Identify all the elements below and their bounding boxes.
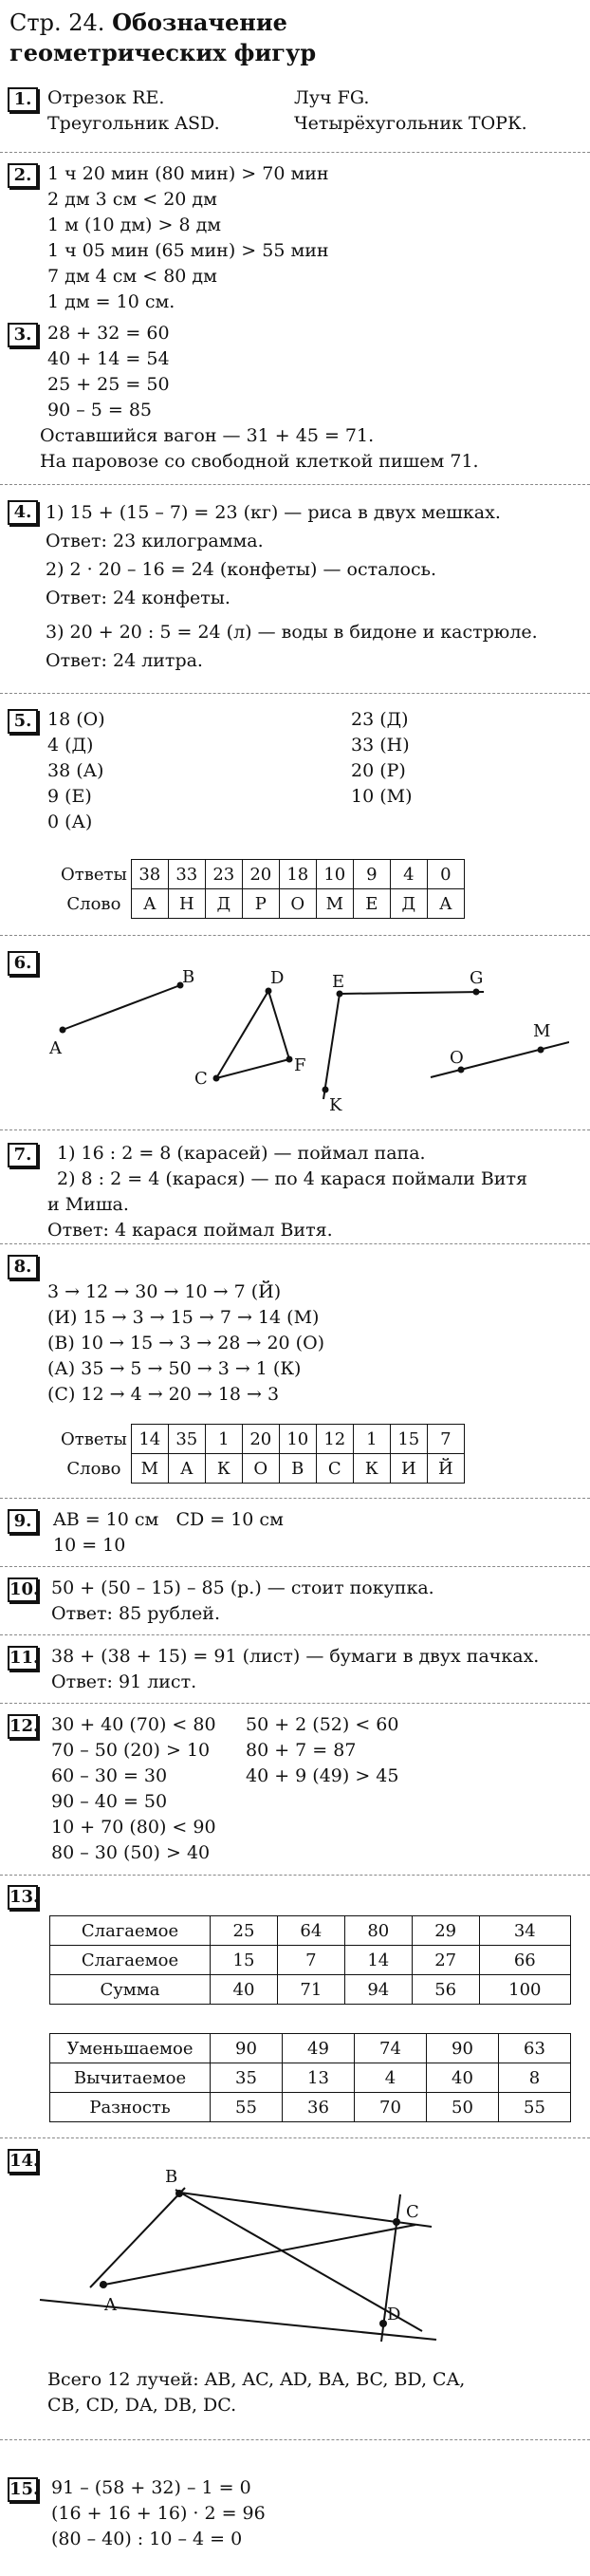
- table-cell: 50: [427, 2093, 499, 2122]
- point-m: [538, 1047, 544, 1054]
- answer-line: Треугольник ASD.: [47, 113, 220, 134]
- table-cell: 90: [211, 2034, 283, 2063]
- answer-line: Четырёхугольник TОРК.: [294, 113, 527, 134]
- answer-line: 80 – 30 (50) > 40: [51, 1842, 211, 1863]
- answer-line: 60 – 30 = 30: [51, 1765, 168, 1786]
- table-cell: К: [205, 1454, 242, 1484]
- table-cell: Д: [390, 889, 427, 919]
- table-cell: 10: [316, 860, 353, 889]
- point-f: [286, 1056, 293, 1063]
- table-cell: 49: [283, 2034, 355, 2063]
- answer-line: 0 (А): [47, 812, 93, 832]
- table-cell: 70: [355, 2093, 427, 2122]
- divider: [0, 1703, 590, 1704]
- table-cell: 36: [283, 2093, 355, 2122]
- table-cell: 23: [205, 860, 242, 889]
- row-label: Ответы: [61, 1428, 127, 1449]
- divider: [0, 484, 590, 485]
- table-cell: О: [279, 889, 316, 919]
- task-number: 2.: [8, 163, 38, 188]
- table-cell: А: [427, 889, 464, 919]
- table-cell: М: [131, 1454, 168, 1484]
- answer-line: и Миша.: [47, 1194, 129, 1215]
- label-e: E: [332, 972, 345, 992]
- table-cell: 20: [242, 860, 279, 889]
- point-c: [393, 2218, 400, 2226]
- label-g: G: [470, 968, 484, 988]
- divider: [0, 2137, 590, 2138]
- table-cell: 15: [211, 1946, 278, 1975]
- table-cell: 14: [131, 1425, 168, 1454]
- task-5: [8, 707, 577, 835]
- table-cell: А: [131, 889, 168, 919]
- answer-line: AB = 10 см CD = 10 см: [53, 1509, 284, 1530]
- table-cell: А: [168, 1454, 205, 1484]
- table-cell: И: [390, 1454, 427, 1484]
- task-number: 8.: [8, 1255, 38, 1279]
- task-7: [8, 1141, 577, 1243]
- title-line-1: Обозначение: [112, 9, 287, 36]
- answer-line: (И) 15 → 3 → 15 → 7 → 14 (М): [47, 1307, 320, 1328]
- table-cell: 40: [211, 1975, 278, 2005]
- table-cell: 9: [353, 860, 390, 889]
- answer-line: 70 – 50 (20) > 10: [51, 1740, 211, 1761]
- answer-line: Ответ: 85 рублей.: [51, 1603, 220, 1624]
- task-8: [8, 1253, 577, 1408]
- label-b: B: [182, 967, 195, 987]
- table-cell: 25: [211, 1916, 278, 1946]
- table-cell: 71: [277, 1975, 344, 2005]
- sum-table: [49, 1915, 571, 2005]
- answer-line: (В) 10 → 15 → 3 → 28 → 20 (О): [47, 1333, 325, 1353]
- answer-line: 20 (Р): [351, 760, 406, 781]
- table-cell: 33: [168, 860, 205, 889]
- row-label: Слагаемое: [50, 1946, 211, 1975]
- task-1: [8, 85, 577, 137]
- table-cell: 56: [412, 1975, 479, 2005]
- table-cell: 63: [499, 2034, 571, 2063]
- task-number: 5.: [8, 709, 38, 734]
- label-a: A: [104, 2295, 117, 2315]
- rays-diagram: [38, 2147, 446, 2356]
- answer-line: Ответ: 23 килограмма.: [46, 531, 264, 551]
- title-line-2: геометрических фигур: [9, 39, 317, 66]
- label-o: O: [450, 1048, 464, 1068]
- answer-line: CB, CD, DA, DB, DC.: [47, 2395, 237, 2416]
- label-k: K: [329, 1095, 342, 1115]
- answer-line: Оставшийся вагон — 31 + 45 = 71.: [40, 425, 375, 446]
- table-cell: 7: [427, 1425, 464, 1454]
- answer-line: 90 – 40 = 50: [51, 1791, 168, 1812]
- answer-line: 90 – 5 = 85: [47, 400, 153, 420]
- answer-line: 40 + 9 (49) > 45: [246, 1765, 399, 1786]
- word-table: [57, 859, 465, 919]
- task-number: 1.: [8, 87, 38, 112]
- answer-line: 1 ч 20 мин (80 мин) > 70 мин: [47, 163, 329, 184]
- task-number: 14.: [8, 2149, 38, 2174]
- answer-line: 3 → 12 → 30 → 10 → 7 (Й): [47, 1281, 282, 1302]
- table-cell: К: [353, 1454, 390, 1484]
- table-cell: 90: [427, 2034, 499, 2063]
- table-cell: 4: [390, 860, 427, 889]
- label-c: C: [194, 1069, 208, 1089]
- answer-line: 9 (Е): [47, 786, 92, 807]
- task-number: 6.: [8, 951, 38, 976]
- answer-line: 91 – (58 + 32) – 1 = 0: [51, 2477, 251, 2498]
- row-label: Ответы: [61, 864, 127, 885]
- label-a: A: [49, 1038, 62, 1058]
- answer-line: (А) 35 → 5 → 50 → 3 → 1 (К): [47, 1358, 302, 1379]
- table-cell: 64: [277, 1916, 344, 1946]
- task-number: 13.: [8, 1885, 38, 1910]
- segment-ab: [63, 985, 180, 1030]
- answer-line: 50 + 2 (52) < 60: [246, 1714, 399, 1735]
- point-d: [379, 2320, 387, 2327]
- row-label: Слово: [66, 893, 121, 914]
- answer-line: 10 = 10: [53, 1535, 126, 1556]
- table-cell: 40: [427, 2063, 499, 2093]
- point-d: [266, 988, 272, 995]
- answer-line: 10 + 70 (80) < 90: [51, 1817, 216, 1838]
- divider: [0, 1243, 590, 1244]
- answer-line: Всего 12 лучей: AB, AC, AD, BA, BC, BD, CA,: [47, 2369, 466, 2390]
- table-cell: 1: [353, 1425, 390, 1454]
- point-g: [473, 989, 480, 996]
- table-cell: 20: [242, 1425, 279, 1454]
- answer-line: 38 (А): [47, 760, 104, 781]
- point-b: [175, 2190, 183, 2197]
- table-cell: 38: [131, 860, 168, 889]
- task-number: 7.: [8, 1143, 38, 1167]
- table-cell: 8: [499, 2063, 571, 2093]
- answer-line: 3) 20 + 20 : 5 = 24 (л) — воды в бидоне и кастрюле.: [46, 622, 538, 643]
- answer-line: 1) 15 + (15 – 7) = 23 (кг) — риса в двух мешках.: [46, 502, 501, 523]
- task-3: [8, 321, 577, 475]
- answer-line: 2 дм 3 см < 20 дм: [47, 189, 217, 210]
- label-m: M: [533, 1021, 551, 1041]
- task-4: [8, 498, 577, 675]
- table-cell: 18: [279, 860, 316, 889]
- answer-line: Ответ: 24 конфеты.: [46, 588, 230, 608]
- task-10: [8, 1576, 577, 1627]
- task-number: 3.: [8, 323, 38, 347]
- answer-line: На паровозе со свободной клеткой пишем 71.: [40, 451, 479, 472]
- answer-line: 18 (О): [47, 709, 105, 730]
- line-ac: [100, 2225, 415, 2286]
- answer-line: 25 + 25 = 50: [47, 374, 170, 395]
- table-cell: О: [242, 1454, 279, 1484]
- table-cell: 74: [355, 2034, 427, 2063]
- answer-line: Отрезок RE.: [47, 87, 165, 108]
- table-cell: Р: [242, 889, 279, 919]
- table-cell: 55: [211, 2093, 283, 2122]
- answer-line: 7 дм 4 см < 80 дм: [47, 266, 217, 287]
- divider: [0, 1498, 590, 1499]
- task-number: 12.: [8, 1714, 38, 1739]
- table-cell: 27: [412, 1946, 479, 1975]
- point-c: [213, 1075, 220, 1082]
- table-cell: 94: [344, 1975, 412, 2005]
- point-a: [60, 1027, 66, 1034]
- page-ref: Стр. 24.: [9, 9, 105, 36]
- table-cell: 35: [168, 1425, 205, 1454]
- table-cell: 35: [211, 2063, 283, 2093]
- answer-line: 33 (Н): [351, 735, 410, 756]
- word-table: [57, 1424, 465, 1484]
- task-number: 4.: [8, 500, 38, 525]
- table-cell: 80: [344, 1916, 412, 1946]
- table-cell: 1: [205, 1425, 242, 1454]
- table-cell: 100: [479, 1975, 570, 2005]
- table-cell: 14: [344, 1946, 412, 1975]
- answer-line: 80 + 7 = 87: [246, 1740, 357, 1761]
- task-15: [8, 2475, 577, 2552]
- answer-line: 1 м (10 дм) > 8 дм: [47, 215, 222, 235]
- row-label: Уменьшаемое: [50, 2034, 211, 2063]
- label-d: D: [270, 968, 285, 988]
- answer-line: 23 (Д): [351, 709, 409, 730]
- difference-table: [49, 2033, 571, 2122]
- ray-eg: [340, 992, 484, 994]
- table-cell: 10: [279, 1425, 316, 1454]
- table-cell: 34: [479, 1916, 570, 1946]
- divider: [0, 1634, 590, 1635]
- table-cell: Й: [427, 1454, 464, 1484]
- answer-line: Ответ: 24 литра.: [46, 650, 203, 671]
- answer-line: Ответ: 91 лист.: [51, 1671, 197, 1692]
- row-label: Слово: [66, 1458, 121, 1479]
- answer-line: 40 + 14 = 54: [47, 348, 170, 369]
- answer-line: 30 + 40 (70) < 80: [51, 1714, 216, 1735]
- answer-line: Ответ: 4 карася поймал Витя.: [47, 1220, 333, 1241]
- point-k: [323, 1087, 329, 1093]
- answer-line: 1 дм = 10 см.: [47, 291, 175, 312]
- divider: [0, 693, 590, 694]
- task-number: 9.: [8, 1509, 38, 1534]
- page-title: [9, 8, 316, 68]
- answer-line: (С) 12 → 4 → 20 → 18 → 3: [47, 1384, 280, 1405]
- answer-line: 50 + (50 – 15) – 85 (р.) — стоит покупка.: [51, 1577, 434, 1598]
- answer-line: 2) 8 : 2 = 4 (карася) — по 4 карася поймали Витя: [57, 1168, 527, 1189]
- divider: [0, 1566, 590, 1567]
- row-label: Разность: [50, 2093, 211, 2122]
- divider: [0, 1875, 590, 1876]
- table-cell: Д: [205, 889, 242, 919]
- row-label: Слагаемое: [50, 1916, 211, 1946]
- table-cell: Н: [168, 889, 205, 919]
- table-cell: 29: [412, 1916, 479, 1946]
- answer-line: 1) 16 : 2 = 8 (карасей) — поймал папа.: [57, 1143, 426, 1164]
- table-cell: В: [279, 1454, 316, 1484]
- answer-line: 4 (Д): [47, 735, 94, 756]
- table-cell: Е: [353, 889, 390, 919]
- divider: [0, 1129, 590, 1130]
- table-cell: 12: [316, 1425, 353, 1454]
- label-f: F: [294, 1055, 306, 1075]
- answer-line: (80 – 40) : 10 – 4 = 0: [51, 2529, 243, 2549]
- answer-line: Луч FG.: [294, 87, 370, 108]
- label-b: B: [165, 2167, 178, 2187]
- answer-line: (16 + 16 + 16) · 2 = 96: [51, 2503, 266, 2524]
- answer-line: 38 + (38 + 15) = 91 (лист) — бумаги в двух пачках.: [51, 1646, 540, 1667]
- answer-line: 2) 2 · 20 – 16 = 24 (конфеты) — осталось.: [46, 559, 436, 580]
- answer-line: 28 + 32 = 60: [47, 323, 170, 344]
- table-cell: 4: [355, 2063, 427, 2093]
- divider: [0, 2439, 590, 2440]
- answer-line: 10 (М): [351, 786, 413, 807]
- label-d: D: [387, 2305, 401, 2324]
- figures-diagram: [38, 949, 569, 1125]
- task-9: [8, 1507, 577, 1559]
- table-cell: С: [316, 1454, 353, 1484]
- ray-ek-1: [323, 994, 340, 1099]
- divider: [0, 935, 590, 936]
- row-label: Вычитаемое: [50, 2063, 211, 2093]
- label-c: C: [406, 2202, 419, 2222]
- task-number: 11.: [8, 1646, 38, 1671]
- point-a: [100, 2281, 107, 2288]
- triangle-cdf: [216, 991, 289, 1078]
- table-cell: 13: [283, 2063, 355, 2093]
- table-cell: 66: [479, 1946, 570, 1975]
- task-11: [8, 1644, 577, 1695]
- divider: [0, 152, 590, 153]
- answer-line: 1 ч 05 мин (65 мин) > 55 мин: [47, 240, 329, 261]
- table-cell: 15: [390, 1425, 427, 1454]
- table-cell: 55: [499, 2093, 571, 2122]
- task-2: [8, 161, 577, 315]
- table-cell: 7: [277, 1946, 344, 1975]
- task-number: 15.: [8, 2477, 38, 2502]
- task-number: 10.: [8, 1577, 38, 1602]
- table-cell: М: [316, 889, 353, 919]
- task-14-answer: [8, 2367, 577, 2418]
- task-12: [8, 1712, 577, 1866]
- row-label: Сумма: [50, 1975, 211, 2005]
- table-cell: 0: [427, 860, 464, 889]
